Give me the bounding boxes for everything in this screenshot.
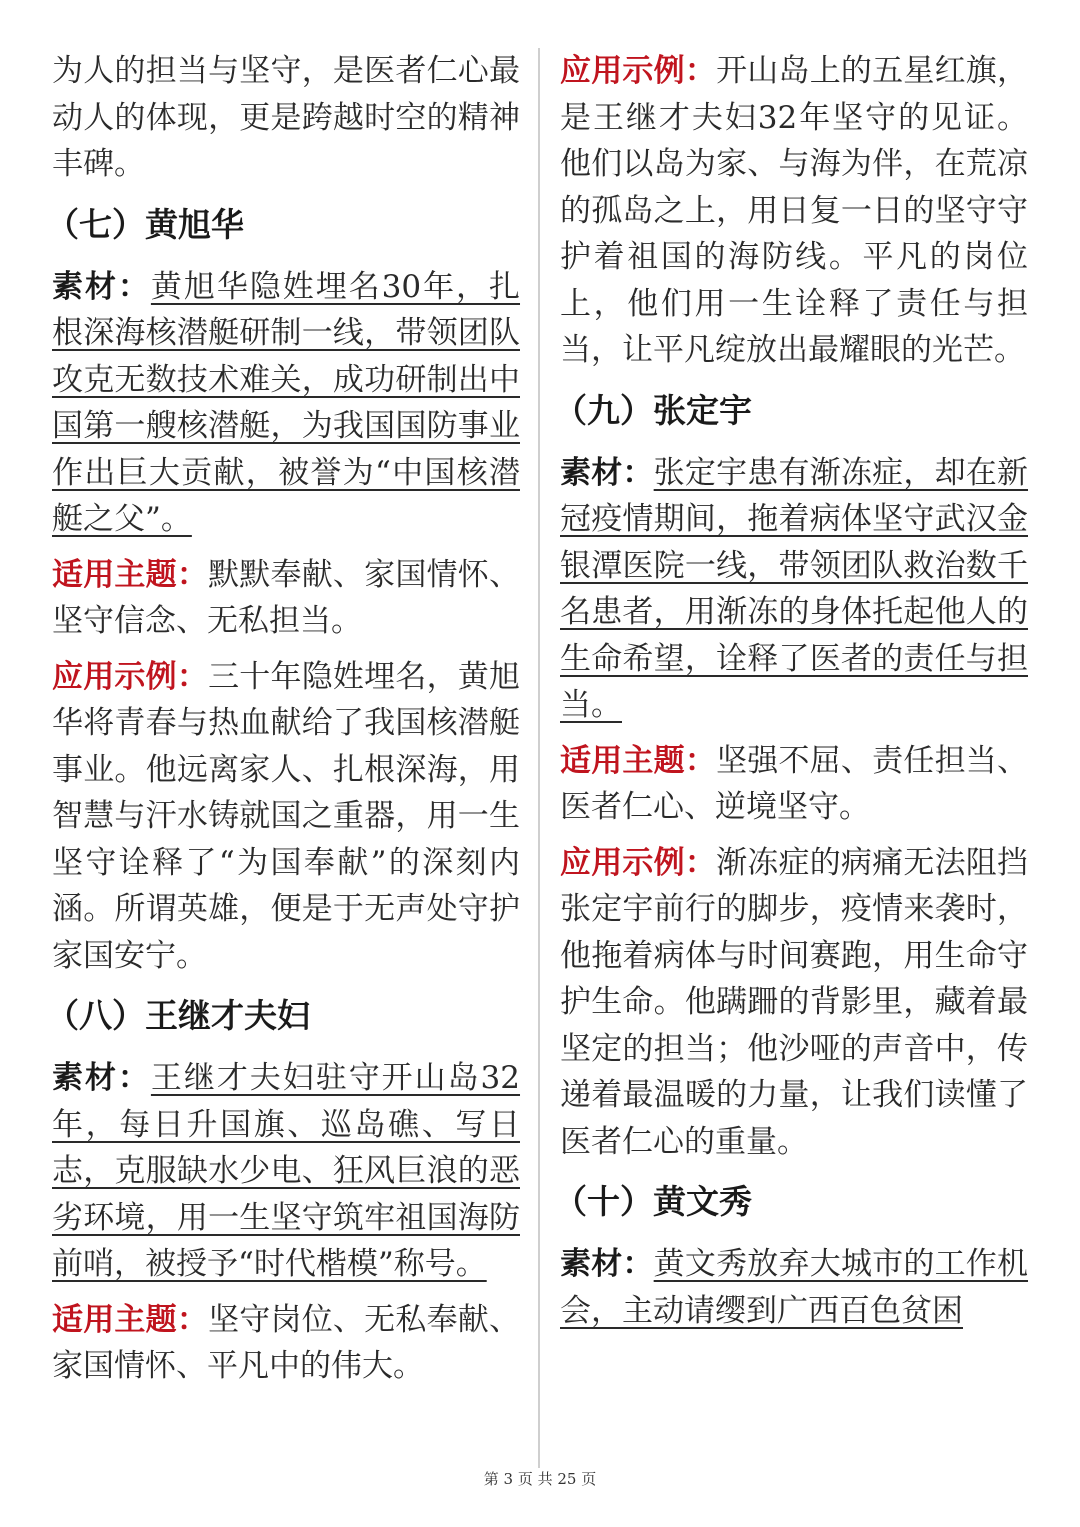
theme-text: 默默奉献、家国情怀、坚守信念、无私担当。	[52, 556, 521, 639]
theme-label: 适用主题：	[52, 1301, 209, 1338]
theme-text: 坚强不屈、责任担当、医者仁心、逆境坚守。	[560, 742, 1029, 825]
material-text: 张定宇患有渐冻症，却在新冠疫情期间，拖着病体坚守武汉金银潭医院一线，带领团队救治数千名患者，用渐冻的身体托起他人的生命希望，诠释了医者的责任与担当。	[560, 454, 1029, 723]
example-label: 应用示例：	[560, 53, 717, 89]
material-paragraph	[52, 1055, 520, 1288]
section-heading-huang-wenxiu: （十）黄文秀	[554, 1182, 752, 1221]
theme-paragraph	[560, 738, 1028, 831]
left-column	[46, 48, 521, 1399]
example-paragraph	[560, 48, 1028, 374]
example-text: 渐冻症的病痛无法阻挡张定宇前行的脚步，疫情来袭时，他拖着病体与时间赛跑，用生命守护生命。他蹒跚的背影里，藏着最坚定的担当；他沙哑的声音中，传递着最温暖的力量，让我们读懂了医者仁心的重量。	[560, 844, 1029, 1160]
example-label: 应用示例：	[52, 658, 209, 695]
right-column	[554, 48, 1029, 1343]
page-footer: 第 3 页 共 25 页	[483, 1470, 597, 1488]
theme-label: 适用主题：	[560, 742, 717, 779]
material-paragraph	[52, 264, 520, 543]
material-label: 素材：	[560, 1246, 654, 1282]
section-heading-wang-jicai: （八）王继才夫妇	[46, 996, 310, 1035]
material-label: 素材：	[52, 1060, 151, 1096]
theme-label: 适用主题：	[52, 556, 209, 593]
material-label: 素材：	[560, 454, 654, 491]
example-text: 三十年隐姓埋名，黄旭华将青春与热血献给了我国核潜艇事业。他远离家人、扎根深海，用智慧与汗水铸就国之重器，用一生坚守诠释了“为国奉献”的深刻内涵。所谓英雄，便是于无声处守护家国安宁。	[52, 658, 521, 974]
material-text: 黄旭华隐姓埋名30年，扎根深海核潜艇研制一线，带领团队攻克无数技术难关，成功研制出中国第一艘核潜艇，为我国国防事业作出巨大贡献，被誉为“中国核潜艇之父”。	[52, 268, 521, 537]
material-paragraph	[560, 1241, 1028, 1334]
theme-text: 坚守岗位、无私奉献、家国情怀、平凡中的伟大。	[52, 1301, 521, 1384]
material-label: 素材：	[52, 268, 151, 305]
material-paragraph	[560, 450, 1028, 729]
theme-paragraph	[52, 1297, 520, 1390]
intro-paragraph: 为人的担当与坚守，是医者仁心最动人的体现，更是跨越时空的精神丰碑。	[52, 53, 520, 182]
theme-paragraph	[52, 552, 520, 645]
material-text: 王继才夫妇驻守开山岛32年，每日升国旗、巡岛礁、写日志，克服缺水少电、狂风巨浪的恶劣环境，用一生坚守筑牢祖国海防前哨，被授予“时代楷模”称号。	[52, 1060, 521, 1282]
example-text: 开山岛上的五星红旗，是王继才夫妇32年坚守的见证。他们以岛为家、与海为伴，在荒凉的孤岛之上，用日复一日的坚守守护着祖国的海防线。平凡的岗位上，他们用一生诠释了责任与担当，让平凡绽放出最耀眼的光芒。	[560, 53, 1029, 368]
example-paragraph	[560, 840, 1028, 1166]
section-heading-huang-xuhua: （七）黄旭华	[46, 204, 244, 244]
example-paragraph	[52, 654, 520, 980]
section-heading-zhang-dingyu: （九）张定宇	[554, 390, 752, 430]
example-label: 应用示例：	[560, 844, 717, 881]
material-text: 黄文秀放弃大城市的工作机会，主动请缨到广西百色贫困	[560, 1246, 1029, 1329]
column-divider	[538, 48, 540, 1468]
